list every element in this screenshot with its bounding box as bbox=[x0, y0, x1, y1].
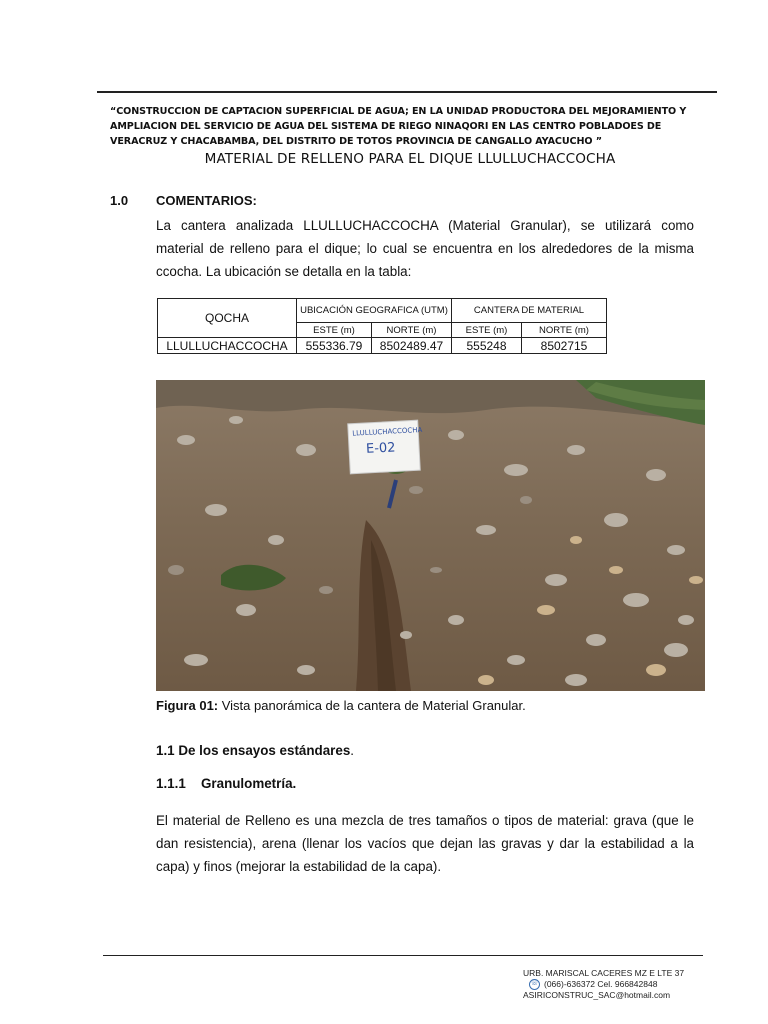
table-row bbox=[158, 338, 607, 354]
document-title: MATERIAL DE RELLENO PARA EL DIQUE LLULLUCHACCOCHA bbox=[204, 151, 616, 167]
footer-address: URB. MARISCAL CACERES MZ E LTE 37 bbox=[523, 968, 685, 978]
subsection-suffix: . bbox=[350, 743, 355, 758]
header-utm-group: UBICACIÓN GEOGRAFICA (UTM) bbox=[297, 299, 452, 323]
header-utm-este: ESTE (m) bbox=[297, 323, 372, 338]
header-rule bbox=[97, 91, 717, 93]
subsection-heading bbox=[156, 743, 354, 758]
figure-text: Vista panorámica de la cantera de Material Granular. bbox=[218, 698, 526, 713]
sign-code: E-02 bbox=[365, 440, 396, 457]
header-utm-norte: NORTE (m) bbox=[372, 323, 452, 338]
sub-subsection-heading bbox=[156, 776, 296, 791]
cell-utm-norte: 8502489.47 bbox=[372, 338, 452, 354]
sign-label: LLULLUCHACCOCHA bbox=[352, 425, 423, 438]
cell-qocha: LLULLUCHACCOCHA bbox=[158, 338, 297, 354]
footer-phones: (066)-636372 Cel. 966842848 bbox=[544, 978, 658, 989]
project-title: “CONSTRUCCION DE CAPTACION SUPERFICIAL DE AGUA; EN LA UNIDAD PRODUCTORA DEL MEJORAMIENTO Y AMPLIACION DEL SERVICIO DE AGUA DEL SISTEMA DE RIEGO NINAQORI EN LAS CENTRO POBLADOES DE VERACRUZ Y CHACABAMBA, DEL DISTRITO DE TOTOS PROVINCIA DE CANGALLO AYACUCHO ” bbox=[110, 106, 687, 147]
phone-icon: ☏ bbox=[529, 979, 540, 990]
header-cantera-group: CANTERA DE MATERIAL bbox=[452, 299, 607, 323]
location-table bbox=[157, 298, 607, 354]
header-qocha: QOCHA bbox=[158, 299, 297, 338]
cell-cantera-norte: 8502715 bbox=[522, 338, 607, 354]
subsection-title: 1.1 De los ensayos estándares bbox=[156, 743, 351, 758]
granulometry-paragraph: El material de Relleno es una mezcla de tres tamaños o tipos de material: grava (que le dan resistencia), arena (llenar los vacíos que dejan las gravas y dar la estabilidad a la capa) y finos (mejorar la estabilidad de la capa). bbox=[156, 813, 694, 874]
comments-paragraph: La cantera analizada LLULLUCHACCOCHA (Material Granular), se utilizará como material de relleno para el dique; lo cual se encuentra en los alrededores de la misma ccocha. La ubicación se detalla en la tabla: bbox=[156, 218, 694, 279]
section-title: COMENTARIOS: bbox=[156, 193, 257, 208]
cell-utm-este: 555336.79 bbox=[297, 338, 372, 354]
header-cantera-norte: NORTE (m) bbox=[522, 323, 607, 338]
figure-label: Figura 01: bbox=[156, 698, 219, 713]
footer-email: ASIRICONSTRUC_SAC@hotmail.com bbox=[523, 989, 671, 1000]
figure-caption bbox=[156, 698, 526, 713]
cell-cantera-este: 555248 bbox=[452, 338, 522, 354]
sub-subsection-number: 1.1.1 bbox=[156, 776, 186, 791]
sub-subsection-title: Granulometría. bbox=[201, 776, 297, 791]
footer-rule bbox=[103, 955, 703, 956]
quarry-photo bbox=[156, 380, 705, 691]
section-number: 1.0 bbox=[110, 193, 129, 208]
footer bbox=[523, 968, 684, 1000]
header-cantera-este: ESTE (m) bbox=[452, 323, 522, 338]
